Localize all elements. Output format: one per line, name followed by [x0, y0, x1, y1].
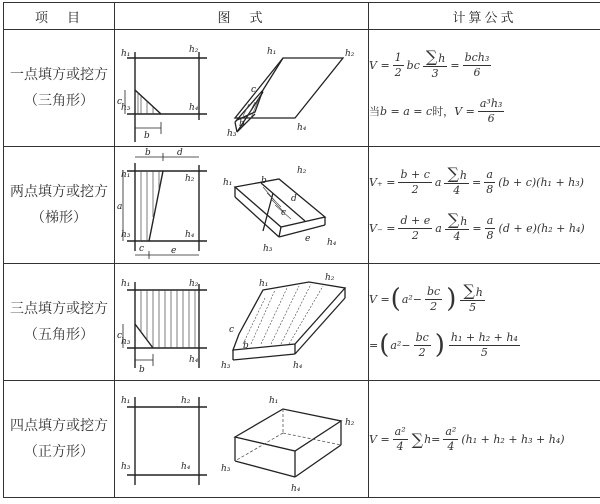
fraction	[443, 425, 458, 454]
item-name: 两点填方或挖方	[10, 184, 108, 200]
numerator	[445, 209, 470, 230]
numerator: b + c	[400, 167, 430, 181]
fraction	[445, 209, 470, 244]
numerator: a²	[445, 424, 457, 438]
label-h3: h₃	[121, 337, 131, 347]
label-h1: h₁	[267, 47, 277, 57]
formula-term: a	[435, 221, 442, 235]
label-h4: h₄	[291, 484, 301, 494]
label-h3: h₃	[221, 361, 231, 371]
numerator: d + e	[400, 213, 431, 227]
label-h3: h₃	[121, 230, 131, 240]
figure-cell	[115, 30, 369, 147]
fraction	[484, 168, 495, 197]
four-point-diagram	[115, 381, 368, 497]
label-h4: h₄	[185, 230, 195, 240]
formula-cell	[369, 30, 600, 147]
formula-lhs: =	[369, 338, 379, 352]
formula-lhs: V =	[369, 292, 390, 306]
item-cell	[4, 30, 115, 147]
label-h3: h₃	[121, 103, 131, 113]
label-h4: h₄	[189, 355, 199, 365]
label-h2: h₂	[189, 45, 199, 55]
table-row	[4, 381, 600, 498]
denominator: 3	[431, 66, 439, 80]
denominator: 6	[473, 65, 481, 79]
formula-term: a²	[401, 292, 413, 306]
label-c: c	[139, 244, 145, 254]
formula-line-1	[369, 416, 600, 462]
sum-var: h	[460, 214, 468, 228]
fraction	[423, 46, 448, 81]
fraction	[393, 51, 404, 80]
label-h1: h₁	[121, 170, 131, 180]
numerator: a	[486, 213, 494, 227]
formula-tail: (b + c)(h₁ + h₃)	[498, 175, 584, 189]
label-h4: h₄	[189, 103, 199, 113]
label-h3: h₃	[221, 464, 231, 474]
denominator: 6	[487, 111, 495, 125]
numerator: a²	[394, 424, 406, 438]
paren: )	[446, 284, 457, 314]
formula-term: bc	[406, 58, 420, 72]
figure-cell	[115, 264, 369, 381]
equals: =	[471, 175, 482, 189]
item-sub: （梯形）	[31, 210, 87, 226]
item-name: 一点填方或挖方	[10, 67, 108, 83]
item-name: 三点填方或挖方	[10, 301, 108, 317]
label-h2: h₂	[189, 279, 199, 289]
label-h2: h₂	[185, 174, 195, 184]
formula-lhs: V₋ =	[369, 221, 396, 235]
fraction	[414, 331, 431, 360]
label-h4: h₄	[297, 123, 307, 133]
equals: =	[472, 221, 482, 235]
formula-cell	[369, 147, 600, 264]
figure-cell	[115, 147, 369, 264]
label-b: b	[239, 119, 245, 129]
paren: )	[434, 330, 445, 360]
sum-symbol: ∑	[425, 46, 438, 66]
label-c: c	[251, 85, 257, 95]
label-c: c	[281, 208, 287, 218]
label-h2: h₂	[325, 273, 335, 283]
formula-text: 时，	[432, 105, 455, 118]
formula-lhs: V =	[369, 58, 390, 72]
fraction	[478, 97, 504, 126]
formula-line-1	[369, 276, 600, 322]
item-cell	[4, 381, 115, 498]
formula-cell	[369, 381, 600, 498]
denominator: 4	[396, 439, 404, 453]
formula-text: 当	[369, 105, 380, 118]
formula-term: a	[434, 175, 442, 189]
denominator: 2	[418, 345, 426, 359]
denominator: 2	[394, 65, 402, 79]
label-b: b	[144, 131, 150, 141]
fraction	[449, 331, 520, 360]
label-c: c	[117, 331, 123, 341]
header-figure: 图 式	[115, 3, 369, 30]
label-c: c	[229, 325, 235, 335]
fraction	[444, 163, 469, 198]
sum-symbol: ∑	[411, 429, 424, 449]
minus: −	[401, 338, 411, 352]
label-h1: h₁	[121, 396, 131, 406]
numerator	[460, 280, 485, 301]
denominator: 4	[453, 229, 461, 243]
numerator	[423, 46, 448, 67]
item-cell	[4, 147, 115, 264]
label-h3: h₃	[121, 462, 131, 472]
label-b: b	[145, 148, 151, 158]
label-h2: h₂	[181, 396, 191, 406]
header-item: 项 目	[4, 3, 115, 30]
item-sub: （三角形）	[24, 93, 94, 109]
label-h4: h₄	[327, 238, 337, 248]
label-h1: h₁	[269, 396, 279, 406]
fraction	[463, 51, 492, 80]
formula-tail: (h₁ + h₂ + h₃ + h₄)	[461, 432, 565, 446]
numerator: bc	[415, 330, 429, 344]
denominator: 4	[447, 439, 455, 453]
formula-line-1	[369, 42, 600, 88]
fraction	[425, 285, 442, 314]
label-d: d	[177, 148, 183, 158]
item-sub: （五角形）	[24, 327, 94, 343]
label-c: c	[117, 97, 123, 107]
numerator	[444, 163, 469, 184]
denominator: 2	[430, 299, 438, 313]
label-b: b	[139, 365, 145, 375]
formula-line-1	[369, 159, 600, 205]
numerator: a	[486, 167, 493, 181]
label-h3: h₃	[227, 129, 237, 139]
earthwork-volume-table	[3, 2, 600, 498]
formula-lhs: V₊ =	[369, 175, 396, 189]
two-point-diagram	[115, 147, 368, 263]
table-header-row	[4, 3, 600, 30]
label-h1: h₁	[121, 279, 131, 289]
item-name: 四点填方或挖方	[10, 418, 108, 434]
formula-lhs: V =	[454, 104, 475, 118]
one-point-diagram	[115, 30, 368, 146]
label-e: e	[305, 234, 311, 244]
fraction	[398, 168, 431, 197]
label-d: d	[291, 194, 297, 204]
label-e: e	[171, 246, 177, 256]
label-h4: h₄	[293, 361, 303, 371]
denominator: 5	[480, 345, 488, 359]
paren: (	[379, 330, 390, 360]
numerator: a³h₃	[479, 96, 503, 110]
fraction	[393, 425, 408, 454]
numerator: bch₃	[464, 50, 490, 64]
label-h4: h₄	[181, 462, 191, 472]
fraction	[460, 280, 485, 315]
formula-lhs: V =	[369, 432, 390, 446]
numerator: bc	[427, 284, 441, 298]
label-b: b	[243, 341, 249, 351]
denominator: 2	[411, 228, 419, 242]
formula-line-2	[369, 205, 600, 251]
formula-term: a²	[390, 338, 402, 352]
label-h1: h₁	[259, 279, 269, 289]
formula-tail: (d + e)(h₂ + h₄)	[498, 221, 585, 235]
label-h3: h₃	[263, 244, 273, 254]
formula-line-2	[369, 322, 600, 368]
fraction	[485, 214, 496, 243]
label-h2: h₂	[345, 49, 355, 59]
label-h1: h₁	[121, 49, 131, 59]
formula-cell	[369, 264, 600, 381]
item-cell	[4, 264, 115, 381]
denominator: 2	[411, 182, 419, 196]
numerator: h₁ + h₂ + h₄	[450, 330, 518, 344]
numerator: 1	[394, 50, 402, 64]
sum-var: h	[459, 168, 467, 182]
label-h2: h₂	[345, 418, 355, 428]
denominator: 8	[486, 182, 494, 196]
sum-symbol: ∑	[447, 209, 460, 229]
denominator: 4	[453, 183, 461, 197]
three-point-diagram	[115, 264, 368, 380]
equals: =	[450, 58, 460, 72]
table-row	[4, 30, 600, 147]
sum-var: h	[438, 51, 446, 65]
denominator: 8	[486, 228, 494, 242]
sum-symbol: ∑	[447, 163, 459, 183]
formula-term: h	[424, 432, 432, 446]
minus: −	[412, 292, 423, 306]
label-h1: h₁	[223, 178, 233, 188]
fraction	[398, 214, 432, 243]
denominator: 5	[469, 300, 477, 314]
paren: (	[390, 284, 401, 314]
formula-line-2	[369, 88, 600, 134]
label-b: b	[261, 176, 267, 186]
figure-cell	[115, 381, 369, 498]
sum-symbol: ∑	[463, 280, 475, 300]
label-h2: h₂	[297, 166, 307, 176]
sum-var: h	[475, 285, 483, 299]
table-row	[4, 264, 600, 381]
formula-condition: b = a = c	[380, 104, 433, 118]
header-formula: 计算公式	[369, 3, 600, 30]
equals: =	[431, 432, 441, 446]
table-row	[4, 147, 600, 264]
item-sub: （正方形）	[24, 444, 94, 460]
label-a: a	[117, 202, 123, 212]
